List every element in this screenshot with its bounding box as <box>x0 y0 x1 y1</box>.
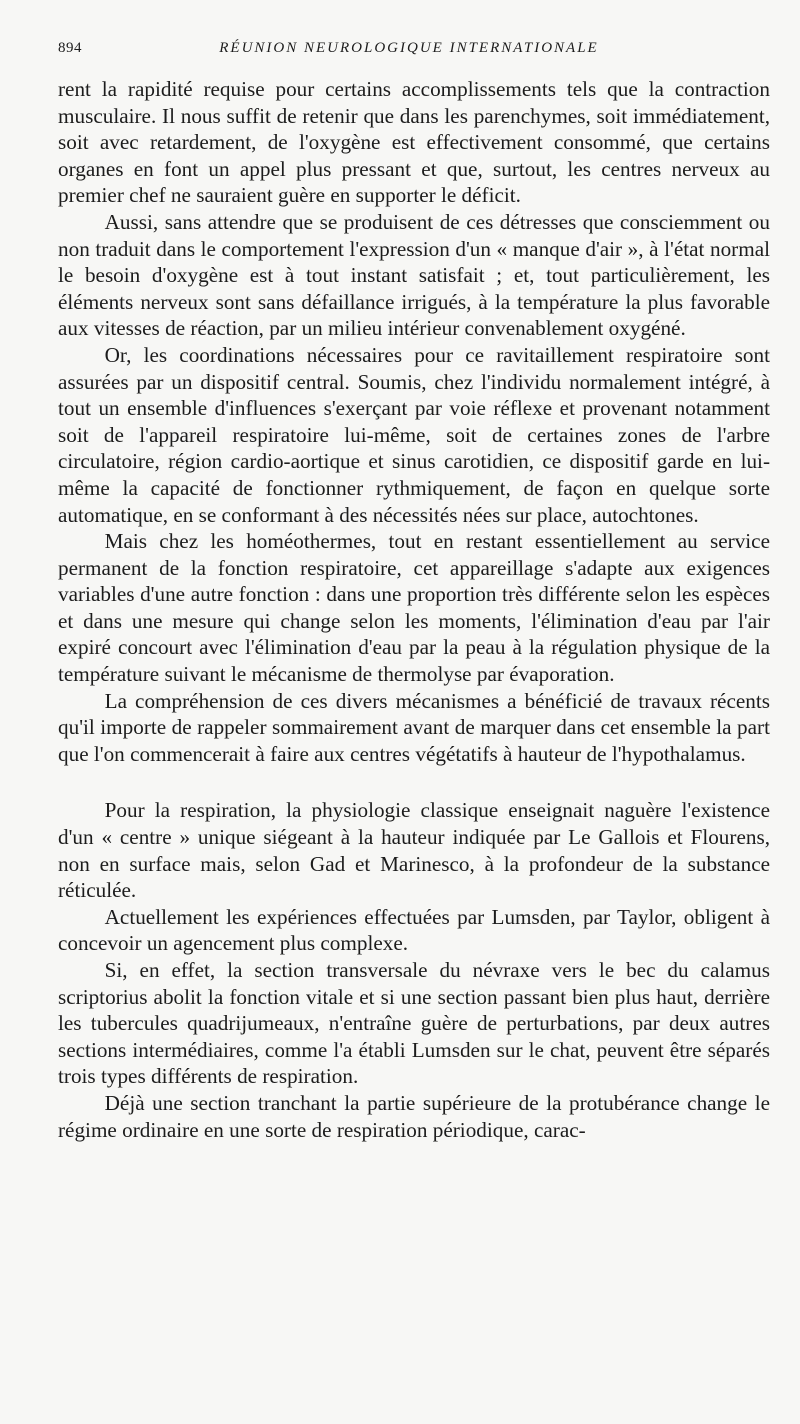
paragraph-3: Or, les coordinations nécessaires pour ce ravitaillement respiratoire sont assurées par un dispositif central. Soumis, chez l'individu normalement intégré, à tout un ensemble d'influences s'exerçant par voie réflexe et provenant notamment soit de l'appareil respiratoire lui-même, soit de certaines zones de l'arbre circulatoire, région cardio-aortique et sinus carotidien, ce dispositif garde en lui-même la capacité de fonctionner rythmiquement, de façon en quelque sorte automatique, en se conformant à des nécessités nées sur place, autochtones. <box>58 342 770 527</box>
paragraph-1: rent la rapidité requise pour certains accomplissements tels que la contraction musculaire. Il nous suffit de retenir que dans les parenchymes, soit immédiatement, soit avec retardement, de l'oxygène est effectivement consommé, que certains organes en font un appel plus pressant et que, surtout, les centres nerveux au premier chef ne sauraient guère en supporter le déficit. <box>58 77 770 208</box>
paragraph-4: Mais chez les homéothermes, tout en restant essentiellement au service permanent de la fonction respiratoire, cet appareillage s'adapte aux exigences variables d'une autre fonction : dans une proportion très différente selon les espèces et dans une mesure qui change selon les moments, l'élimination d'eau par l'air expiré concourt avec l'élimination d'eau par la peau à la régulation physique de la température suivant le mécanisme de thermolyse par évaporation. <box>58 529 770 687</box>
paragraph-9: Déjà une section tranchant la partie supérieure de la protubérance change le régime ordinaire en une sorte de respiration périodique, carac- <box>58 1090 770 1142</box>
page-number: 894 <box>58 40 82 56</box>
body-text <box>58 76 770 1143</box>
paragraph-5: La compréhension de ces divers mécanismes a bénéficié de travaux récents qu'il importe de rappeler sommairement avant de marquer dans cet ensemble la part que l'on commencerait à faire aux centres végétatifs à hauteur de l'hypothalamus. <box>58 688 770 766</box>
paragraph-7: Actuellement les expériences effectuées par Lumsden, par Taylor, obligent à concevoir un agencement plus complexe. <box>58 904 770 956</box>
paragraph-8: Si, en effet, la section transversale du névraxe vers le bec du calamus scriptorius abolit la fonction vitale et si une section passant bien plus haut, derrière les tubercules quadrijumeaux, n'entraîne guère de perturbations, par deux autres sections intermédiaires, comme l'a établi Lumsden sur le chat, peuvent être séparés trois types différents de respiration. <box>58 958 770 1089</box>
page-header <box>58 38 760 64</box>
running-title: RÉUNION NEUROLOGIQUE INTERNATIONALE <box>219 40 599 56</box>
paragraph-6: Pour la respiration, la physiologie classique enseignait naguère l'existence d'un « centre » unique siégeant à la hauteur indiquée par Le Gallois et Flourens, non en surface mais, selon Gad et Marinesco, à la profondeur de la substance réticulée. <box>58 798 770 903</box>
paragraph-2: Aussi, sans attendre que se produisent de ces détresses que consciemment ou non traduit dans le comportement l'expression d'un « manque d'air », à l'état normal le besoin d'oxygène est à tout instant satisfait ; et, tout particulièrement, les éléments nerveux sont sans défaillance irrigués, à la température la plus favorable aux vitesses de réaction, par un milieu intérieur convenablement oxygéné. <box>58 209 770 341</box>
